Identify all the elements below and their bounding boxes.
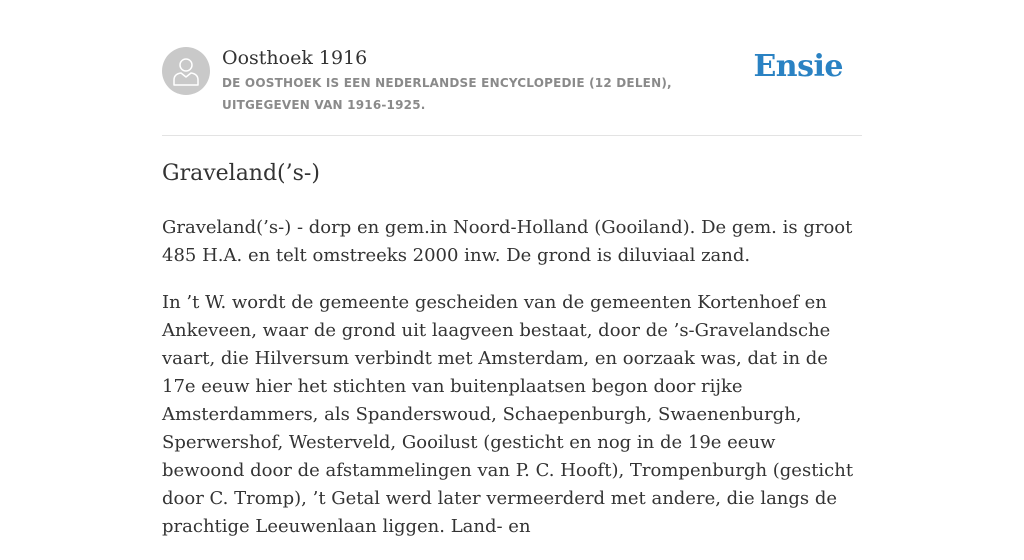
source-info bbox=[222, 45, 762, 116]
entry-title: Graveland(’s-) bbox=[162, 161, 320, 186]
entry-content bbox=[162, 158, 862, 560]
avatar[interactable] bbox=[162, 47, 210, 95]
entry-paragraph-2: In ’t W. wordt de gemeente gescheiden van de gemeenten Kortenhoef en Ankeveen, waar de grond uit laagveen bestaat, door de ’s-Gravelandsche vaart, die Hilversum verbindt met Amsterdam, en oorzaak was, dat in de 17e eeuw hier het stichten van buitenplaatsen begon door rijke Amsterdammers, als Spanderswoud, Schaepenburgh, Swaenenburgh, Sperwershof, Westerveld, Gooilust (gesticht en nog in de 19e eeuw bewoond door de afstammelingen van P. C. Hooft), Trompenburgh (gesticht door C. Tromp), ’t Getal werd later vermeerderd met andere, die langs de prachtige Leeuwenlaan liggen. Land- en bbox=[162, 292, 854, 537]
ensie-logo-link[interactable]: Ensie bbox=[753, 49, 843, 84]
user-icon bbox=[172, 56, 200, 86]
source-header bbox=[162, 45, 862, 136]
source-description: DE OOSTHOEK IS EEN NEDERLANDSE ENCYCLOPEDIE (12 DELEN), UITGEGEVEN VAN 1916-1925. bbox=[222, 76, 672, 112]
source-title[interactable]: Oosthoek 1916 bbox=[222, 47, 368, 69]
entry-paragraph-1: Graveland(’s-) - dorp en gem.in Noord-Holland (Gooiland). De gem. is groot 485 H.A. en telt omstreeks 2000 inw. De grond is diluviaal zand. bbox=[162, 217, 853, 266]
